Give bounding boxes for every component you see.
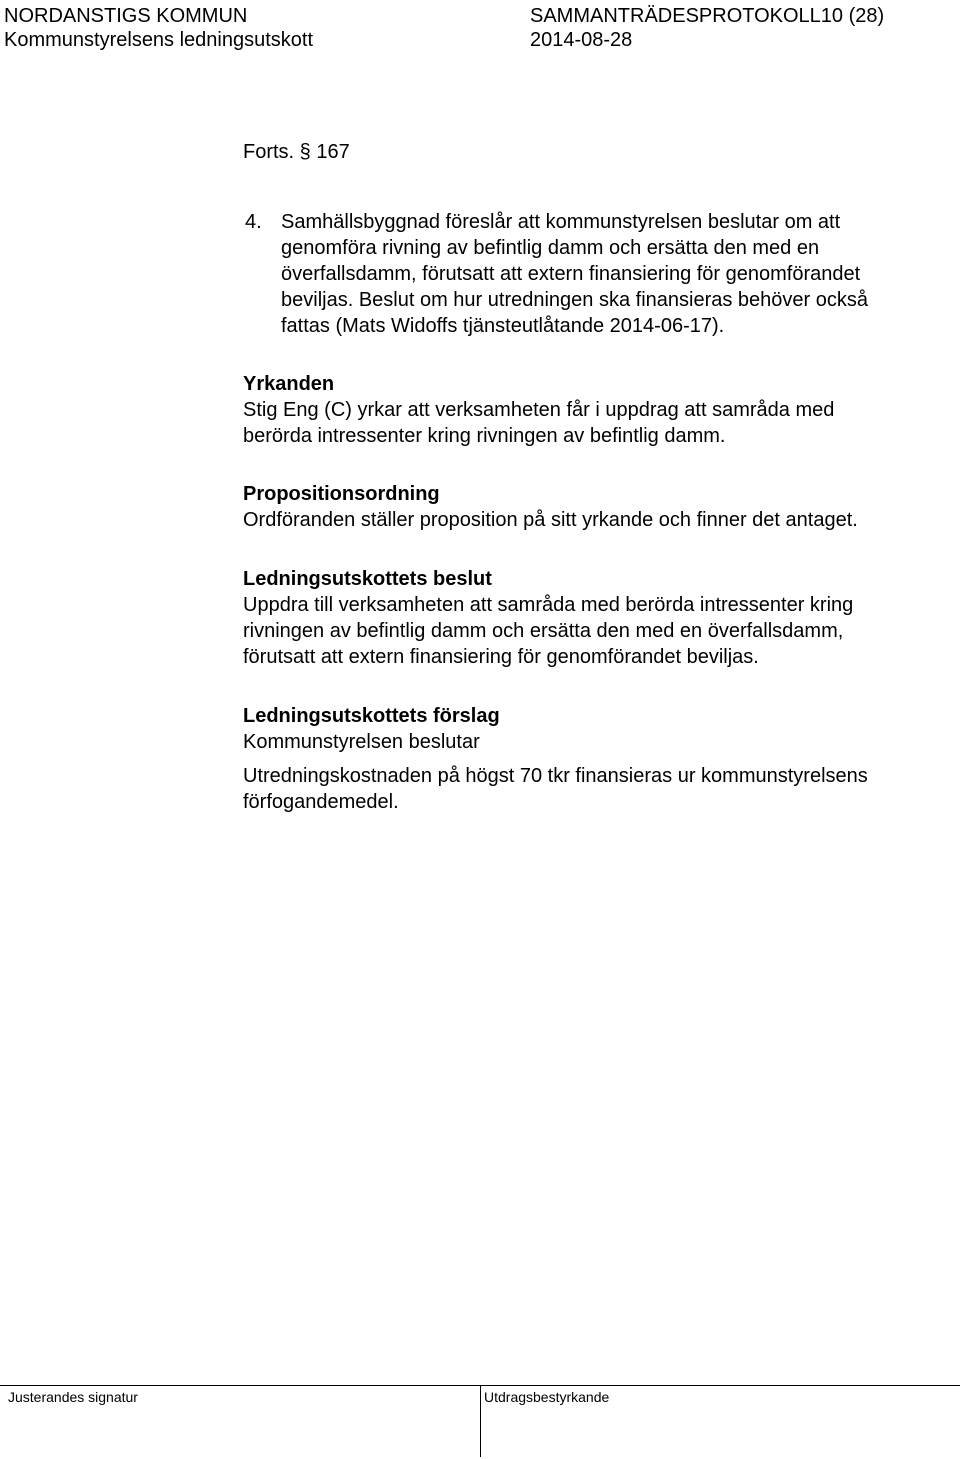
beslut-text [243,592,853,670]
item-line: genomföra rivning av befintlig damm och ersätta den med en [281,237,820,259]
committee-name: Kommunstyrelsens ledningsutskott [4,29,314,51]
forslag-line: Kommunstyrelsen beslutar [243,731,480,753]
beslut-line: Uppdra till verksamheten att samråda med berörda intressenter kring [243,594,854,616]
propositionsordning-heading: Propositionsordning [243,483,440,505]
signature-label: Justerandes signatur [8,1389,138,1405]
item-text [281,209,868,339]
yrkanden-line: berörda intressenter kring rivningen av befintlig damm. [243,425,726,447]
yrkanden-line: Stig Eng (C) yrkar att verksamheten får i uppdrag att samråda med [243,399,835,421]
item-number: 4. [245,211,262,233]
protocol-title: SAMMANTRÄDESPROTOKOLL10 (28) [530,5,885,27]
beslut-heading: Ledningsutskottets beslut [243,568,492,590]
item-line: överfallsdamm, förutsatt att extern finansiering för genomförandet [281,263,861,285]
forslag-decision [243,763,868,815]
yrkanden-text [243,397,834,449]
footer-column-separator [480,1385,481,1457]
beslut-line: förutsatt att extern finansiering för genomförandet beviljas. [243,646,759,668]
propositionsordning-line: Ordföranden ställer proposition på sitt yrkande och finner det antaget. [243,509,858,531]
forslag-decision-line: Utredningskostnaden på högst 70 tkr finansieras ur kommunstyrelsens [243,765,868,787]
forslag-text [243,729,480,755]
meeting-date: 2014-08-28 [530,29,633,51]
extract-label: Utdragsbestyrkande [484,1389,610,1405]
propositionsordning-text [243,507,858,533]
beslut-line: rivningen av befintlig damm och ersätta den med en överfallsdamm, [243,620,844,642]
item-line: beviljas. Beslut om hur utredningen ska finansieras behöver också [281,289,868,311]
yrkanden-heading: Yrkanden [243,373,335,395]
forslag-decision-line: förfogandemedel. [243,791,399,813]
item-line: fattas (Mats Widoffs tjänsteutlåtande 2014-06-17). [281,315,725,337]
forslag-heading: Ledningsutskottets förslag [243,705,500,727]
section-continuation: Forts. § 167 [243,141,350,163]
item-line: Samhällsbyggnad föreslår att kommunstyrelsen beslutar om att [281,211,841,233]
organization-name: NORDANSTIGS KOMMUN [4,5,248,27]
